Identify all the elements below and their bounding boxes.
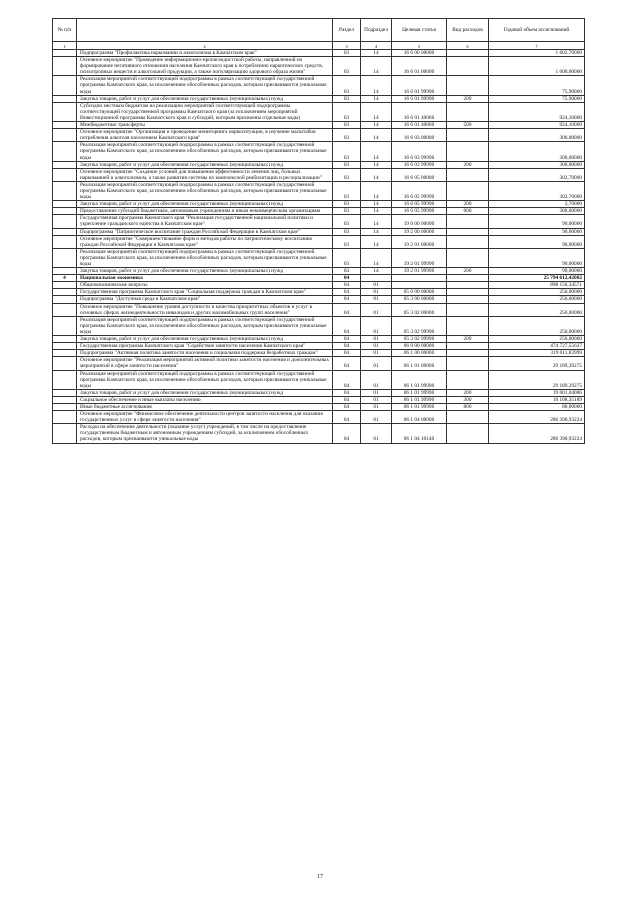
header-section: Раздел (333, 19, 361, 42)
amount-cell: 474 727,55627 (489, 343, 585, 350)
row-name-cell: Межбюджетные трансферты (77, 122, 333, 129)
table-row (53, 389, 585, 396)
amount-cell: 300,00000 (489, 208, 585, 215)
subsection-code-cell: 01 (361, 316, 392, 335)
subsection-code-cell: 01 (361, 303, 392, 316)
expense-type-cell: 300 (447, 396, 489, 403)
expense-type-cell: 200 (447, 161, 489, 168)
section-code-cell: 03 (333, 76, 361, 95)
target-article-cell: 19 2 01 99990 (392, 248, 447, 267)
section-code-cell: 04 (333, 350, 361, 357)
expense-type-cell (447, 282, 489, 289)
subsection-code-cell: 14 (361, 122, 392, 129)
table-row (53, 215, 585, 228)
table-body (53, 50, 585, 444)
row-number-cell (53, 296, 77, 303)
row-number-cell (53, 161, 77, 168)
table-row (53, 201, 585, 208)
row-name-cell: Реализация мероприятий соответствующей подпрограммы в рамках соответствующей государственной программы Камчатского края, за исключением обособленных расходов, которым присваиваются уникальные коды (77, 76, 333, 95)
target-article-cell: 06 1 04 00000 (392, 411, 447, 424)
budget-page (52, 18, 584, 444)
amount-cell: 90,00000 (489, 228, 585, 235)
table-row (53, 57, 585, 76)
target-article-cell: 06 1 01 99990 (392, 370, 447, 389)
target-article-cell: 06 1 01 99990 (392, 389, 447, 396)
amount-cell: 90,00000 (489, 268, 585, 275)
subsection-code-cell: 01 (361, 411, 392, 424)
row-number-cell (53, 403, 77, 410)
subsection-code-cell: 01 (361, 282, 392, 289)
table-row (53, 343, 585, 350)
target-article-cell: 16 6 05 99990 (392, 208, 447, 215)
subsection-code-cell: 14 (361, 76, 392, 95)
section-code-cell: 03 (333, 181, 361, 200)
target-article-cell: 16 6 01 99990 (392, 95, 447, 102)
section-code-cell: 04 (333, 316, 361, 335)
target-article-cell: 06 1 01 99990 (392, 403, 447, 410)
table-row (53, 275, 585, 282)
row-number-cell (53, 50, 77, 57)
section-code-cell: 03 (333, 215, 361, 228)
subsection-code-cell: 01 (361, 343, 392, 350)
expense-type-cell (447, 296, 489, 303)
target-article-cell: 16 6 01 40060 (392, 122, 447, 129)
expense-type-cell (447, 215, 489, 228)
row-number-cell (53, 282, 77, 289)
amount-cell: 302,70000 (489, 181, 585, 200)
row-name-cell: Реализация мероприятий соответствующей подпрограммы в рамках соответствующей государственной программы Камчатского края, за исключением обособленных расходов, которым присваиваются уникальные коды (77, 142, 333, 161)
expense-type-cell: 200 (447, 389, 489, 396)
section-code-cell: 03 (333, 248, 361, 267)
subsection-code-cell: 01 (361, 389, 392, 396)
table-row (53, 142, 585, 161)
header-subsection: Подраздел (361, 19, 392, 42)
subsection-code-cell: 14 (361, 142, 392, 161)
table-row (53, 370, 585, 389)
row-number-cell (53, 370, 77, 389)
row-name-cell: Реализация мероприятий соответствующей подпрограммы в рамках соответствующей государственной программы Камчатского края, за исключением обособленных расходов, которым присваиваются уникальные коды (77, 248, 333, 267)
row-name-cell: Субсидии местным бюджетам на реализацию мероприятий соответствующей подпрограммы соответствующей государственной программы Камчатского края (за исключением мероприятий Инвестиционной программы Камчатского края и субсидий, которым присвоены отдельные коды) (77, 102, 333, 121)
row-number-cell (53, 208, 77, 215)
subsection-code-cell: 14 (361, 181, 392, 200)
row-number-cell (53, 336, 77, 343)
amount-cell: 300,00000 (489, 129, 585, 142)
amount-cell: 1 000,00000 (489, 57, 585, 76)
row-name-cell: Подпрограмма "Доступная среда в Камчатском крае" (77, 296, 333, 303)
target-article-cell: 06 1 04 10140 (392, 424, 447, 443)
row-name-cell: Национальная экономика (77, 275, 333, 282)
row-number-cell (53, 142, 77, 161)
column-number: 5 (392, 42, 447, 50)
row-number-cell (53, 235, 77, 248)
row-name-cell: Иные бюджетные ассигнования (77, 403, 333, 410)
target-article-cell: 16 6 03 99990 (392, 142, 447, 161)
row-number-cell (53, 396, 77, 403)
expense-type-cell (447, 411, 489, 424)
target-article-cell: 16 6 00 00000 (392, 50, 447, 57)
subsection-code-cell: 14 (361, 228, 392, 235)
row-number-cell (53, 316, 77, 335)
table-row (53, 357, 585, 370)
section-code-cell: 04 (333, 336, 361, 343)
row-number-cell (53, 181, 77, 200)
row-name-cell: Основное мероприятие "Совершенствование форм и методов работы по патриотическому воспитанию граждан Российской Федерации в Камчатском крае" (77, 235, 333, 248)
row-number-cell (53, 215, 77, 228)
section-code-cell: 04 (333, 303, 361, 316)
table-row (53, 168, 585, 181)
row-number-cell (53, 389, 77, 396)
row-number-cell (53, 129, 77, 142)
row-number-cell (53, 268, 77, 275)
table-row (53, 129, 585, 142)
row-name-cell: Социальное обеспечение и иные выплаты населению (77, 396, 333, 403)
subsection-code-cell: 01 (361, 296, 392, 303)
expense-type-cell (447, 57, 489, 76)
section-code-cell: 03 (333, 268, 361, 275)
subsection-code-cell: 01 (361, 289, 392, 296)
target-article-cell: 06 0 00 00000 (392, 343, 447, 350)
table-row (53, 235, 585, 248)
subsection-code-cell (361, 275, 392, 282)
table-row (53, 122, 585, 129)
subsection-code-cell: 14 (361, 50, 392, 57)
row-number-cell (53, 76, 77, 95)
row-name-cell: Основное мероприятие "Реализация мероприятий активной политики занятости населения и дополнительных мероприятий в сфере занятости населения" (77, 357, 333, 370)
row-number-cell (53, 168, 77, 181)
row-number-cell (53, 424, 77, 443)
column-number: 4 (361, 42, 392, 50)
row-number-cell (53, 102, 77, 121)
section-code-cell: 03 (333, 129, 361, 142)
section-code-cell: 04 (333, 275, 361, 282)
row-name-cell: Закупка товаров, работ и услуг для обеспечения государственных (муниципальных) нужд (77, 161, 333, 168)
row-number-cell (53, 201, 77, 208)
section-code-cell: 04 (333, 370, 361, 389)
section-code-cell: 04 (333, 289, 361, 296)
row-number-cell (53, 57, 77, 76)
amount-cell: 29 189,39275 (489, 370, 585, 389)
expense-type-cell (447, 350, 489, 357)
expense-type-cell: 600 (447, 208, 489, 215)
row-name-cell: Общеэкономические вопросы (77, 282, 333, 289)
section-code-cell: 03 (333, 122, 361, 129)
target-article-cell: 06 1 00 00000 (392, 350, 447, 357)
row-name-cell: Предоставление субсидий бюджетным, автономным учреждениям и иным некоммерческим организациям (77, 208, 333, 215)
subsection-code-cell: 01 (361, 424, 392, 443)
row-name-cell: Государственная программа Камчатского края "Содействие занятости населения Камчатского края" (77, 343, 333, 350)
subsection-code-cell: 14 (361, 95, 392, 102)
amount-cell: 10 108,35189 (489, 396, 585, 403)
expense-type-cell (447, 303, 489, 316)
row-number-cell (53, 357, 77, 370)
subsection-code-cell: 01 (361, 396, 392, 403)
header-target-article: Целевая статья (392, 19, 447, 42)
row-name-cell: Закупка товаров, работ и услуг для обеспечения государственных (муниципальных) нужд (77, 268, 333, 275)
row-number-cell (53, 248, 77, 267)
table-row (53, 282, 585, 289)
expense-type-cell (447, 228, 489, 235)
expense-type-cell (447, 168, 489, 181)
subsection-code-cell: 14 (361, 268, 392, 275)
amount-cell: 1 602,70000 (489, 50, 585, 57)
section-code-cell: 03 (333, 102, 361, 121)
target-article-cell: 19 2 01 00000 (392, 235, 447, 248)
target-article-cell: 16 6 01 99990 (392, 76, 447, 95)
table-row (53, 411, 585, 424)
expense-type-cell (447, 275, 489, 282)
section-code-cell: 04 (333, 282, 361, 289)
row-name-cell: Основное мероприятие "Повышение уровня доступности и качества приоритетных объектов и услуг в основных сферах жизнедеятельности инвалидов и других маломобильных групп населения" (77, 303, 333, 316)
amount-cell: 924,10000 (489, 102, 585, 121)
amount-cell: 90,00000 (489, 235, 585, 248)
subsection-code-cell: 14 (361, 129, 392, 142)
table-row (53, 289, 585, 296)
subsection-code-cell: 01 (361, 370, 392, 389)
column-number: 7 (489, 42, 585, 50)
table-row (53, 95, 585, 102)
target-article-cell: 05 0 00 00000 (392, 289, 447, 296)
expense-type-cell: 200 (447, 95, 489, 102)
row-number-cell (53, 411, 77, 424)
table-header-row (53, 19, 585, 42)
amount-cell: 300,00000 (489, 142, 585, 161)
row-name-cell: Государственная программа Камчатского края "Реализация государственной национальной политики и укрепление гражданского единства в Камчатском крае" (77, 215, 333, 228)
row-name-cell: Реализация мероприятий соответствующей подпрограммы в рамках соответствующей государственной программы Камчатского края, за исключением обособленных расходов, которым присваиваются уникальные коды (77, 370, 333, 389)
row-name-cell: Основное мероприятие "Создание условий для повышения эффективности лечения лиц, больных наркоманией и алкоголизмом, а также развития системы их комплексной реабилитации и ресоциализации" (77, 168, 333, 181)
amount-cell: 75,90000 (489, 76, 585, 95)
expense-type-cell: 200 (447, 201, 489, 208)
amount-cell: 286 390,93224 (489, 411, 585, 424)
section-code-cell: 03 (333, 95, 361, 102)
column-number: 6 (447, 42, 489, 50)
section-code-cell: 03 (333, 161, 361, 168)
target-article-cell: 19 2 00 00000 (392, 228, 447, 235)
target-article-cell: 06 1 01 00000 (392, 357, 447, 370)
column-number: 2 (77, 42, 333, 50)
subsection-code-cell: 01 (361, 357, 392, 370)
subsection-code-cell: 14 (361, 208, 392, 215)
section-code-cell: 03 (333, 142, 361, 161)
expense-type-cell (447, 289, 489, 296)
target-article-cell: 16 6 03 00000 (392, 129, 447, 142)
table-row (53, 181, 585, 200)
expense-type-cell (447, 181, 489, 200)
expense-type-cell (447, 316, 489, 335)
subsection-code-cell: 14 (361, 215, 392, 228)
target-article-cell (392, 282, 447, 289)
target-article-cell: 19 2 01 99990 (392, 268, 447, 275)
amount-cell: 25 794 612,42002 (489, 275, 585, 282)
section-code-cell: 04 (333, 424, 361, 443)
expense-type-cell (447, 129, 489, 142)
amount-cell: 80,00000 (489, 403, 585, 410)
row-name-cell: Реализация мероприятий соответствующей подпрограммы в рамках соответствующей государственной программы Камчатского края, за исключением обособленных расходов, которым присваиваются уникальные коды (77, 316, 333, 335)
row-name-cell: Основное мероприятие "Финансовое обеспечение деятельности центров занятости населения для оказания государственных услуг в сфере занятости населения" (77, 411, 333, 424)
subsection-code-cell: 01 (361, 336, 392, 343)
table-row (53, 396, 585, 403)
amount-cell: 90,00000 (489, 248, 585, 267)
section-code-cell: 04 (333, 411, 361, 424)
page-number: 17 (317, 874, 323, 880)
subsection-code-cell: 14 (361, 235, 392, 248)
target-article-cell: 05 3 00 00000 (392, 296, 447, 303)
target-article-cell: 06 1 01 99990 (392, 396, 447, 403)
table-row (53, 303, 585, 316)
subsection-code-cell: 14 (361, 248, 392, 267)
header-expense-type: Вид расходов (447, 19, 489, 42)
budget-table (52, 18, 585, 444)
table-row (53, 296, 585, 303)
section-code-cell: 04 (333, 296, 361, 303)
subsection-code-cell: 14 (361, 168, 392, 181)
expense-type-cell (447, 357, 489, 370)
row-name-cell: Подпрограмма "Патриотическое воспитание граждан Российской Федерации в Камчатском крае" (77, 228, 333, 235)
section-code-cell: 03 (333, 168, 361, 181)
target-article-cell: 16 6 03 99990 (392, 161, 447, 168)
table-row (53, 336, 585, 343)
amount-cell: 29 189,39275 (489, 357, 585, 370)
amount-cell: 319 011,83999 (489, 350, 585, 357)
target-article-cell: 16 6 05 00000 (392, 168, 447, 181)
row-number-cell (53, 289, 77, 296)
expense-type-cell: 200 (447, 268, 489, 275)
section-code-cell: 03 (333, 208, 361, 215)
expense-type-cell (447, 235, 489, 248)
header-number: № п/п (53, 19, 77, 42)
row-name-cell: Реализация мероприятий соответствующей подпрограммы в рамках соответствующей государственной программы Камчатского края, за исключением обособленных расходов, которым присваиваются уникальные коды (77, 181, 333, 200)
section-code-cell: 04 (333, 343, 361, 350)
expense-type-cell (447, 76, 489, 95)
amount-cell: 90,00000 (489, 215, 585, 228)
row-name-cell: Основное мероприятие "Проведение информационно-пропагандистской работы, направленной на формирование негативного отношения населения Камчатского края к потреблению наркотических средств, психотропных веществ и алкогольной продукции, а также популяризацию здорового образа жизни" (77, 57, 333, 76)
expense-type-cell (447, 248, 489, 267)
section-code-cell: 04 (333, 389, 361, 396)
row-number-cell (53, 343, 77, 350)
target-article-cell: 19 0 00 00000 (392, 215, 447, 228)
expense-type-cell (447, 102, 489, 121)
row-name-cell: Расходы на обеспечение деятельности (оказание услуг) учреждений, в том числе на предоставление государственным бюджетным и автономным учреждениям субсидий, за исключением обособленных расходов, которым присваиваются уникальные коды (77, 424, 333, 443)
column-number: 1 (53, 42, 77, 50)
amount-cell: 924,10000 (489, 122, 585, 129)
target-article-cell: 16 6 05 99990 (392, 201, 447, 208)
column-number: 3 (333, 42, 361, 50)
amount-cell: 19 001,04086 (489, 389, 585, 396)
amount-cell: 302,70000 (489, 168, 585, 181)
table-row (53, 161, 585, 168)
table-row (53, 350, 585, 357)
row-name-cell: Основное мероприятие "Организация и проведение мониторинга наркоситуации, в изучение масштабов потребления алкоголя населением Камчатского края" (77, 129, 333, 142)
table-row (53, 208, 585, 215)
row-number-cell (53, 303, 77, 316)
section-code-cell: 03 (333, 235, 361, 248)
section-code-cell: 04 (333, 357, 361, 370)
target-article-cell: 16 6 01 40060 (392, 102, 447, 121)
subsection-code-cell: 01 (361, 350, 392, 357)
section-code-cell: 03 (333, 201, 361, 208)
target-article-cell: 16 6 01 00000 (392, 57, 447, 76)
row-name-cell: Закупка товаров, работ и услуг для обеспечения государственных (муниципальных) нужд (77, 201, 333, 208)
target-article-cell (392, 275, 447, 282)
row-number-cell (53, 122, 77, 129)
section-code-cell: 03 (333, 228, 361, 235)
table-row (53, 50, 585, 57)
expense-type-cell (447, 424, 489, 443)
amount-cell: 250,00000 (489, 336, 585, 343)
row-name-cell: Закупка товаров, работ и услуг для обеспечения государственных (муниципальных) нужд (77, 389, 333, 396)
amount-cell: 2,70000 (489, 201, 585, 208)
row-name-cell: Закупка товаров, работ и услуг для обеспечения государственных (муниципальных) нужд (77, 336, 333, 343)
expense-type-cell: 800 (447, 403, 489, 410)
amount-cell: 286 390,93224 (489, 424, 585, 443)
column-numbering-row (53, 42, 585, 50)
table-row (53, 76, 585, 95)
table-row (53, 424, 585, 443)
expense-type-cell (447, 50, 489, 57)
expense-type-cell (447, 142, 489, 161)
expense-type-cell: 500 (447, 122, 489, 129)
amount-cell: 250,00000 (489, 316, 585, 335)
subsection-code-cell: 14 (361, 102, 392, 121)
table-row (53, 316, 585, 335)
header-name (77, 19, 333, 42)
table-row (53, 102, 585, 121)
expense-type-cell: 200 (447, 336, 489, 343)
amount-cell: 898 156,34571 (489, 282, 585, 289)
expense-type-cell (447, 370, 489, 389)
section-code-cell: 03 (333, 50, 361, 57)
amount-cell: 250,00000 (489, 303, 585, 316)
expense-type-cell (447, 343, 489, 350)
amount-cell: 300,00000 (489, 161, 585, 168)
amount-cell: 250,00000 (489, 296, 585, 303)
header-annual-amount: Годовой объем ассигнований (489, 19, 585, 42)
row-number-cell (53, 228, 77, 235)
row-number-cell (53, 350, 77, 357)
row-name-cell: Государственная программа Камчатского края "Социальная поддержка граждан в Камчатском крае" (77, 289, 333, 296)
target-article-cell: 05 3 02 99990 (392, 316, 447, 335)
table-row (53, 268, 585, 275)
table-row (53, 228, 585, 235)
target-article-cell: 05 3 02 00000 (392, 303, 447, 316)
table-row (53, 403, 585, 410)
subsection-code-cell: 14 (361, 161, 392, 168)
section-code-cell: 04 (333, 403, 361, 410)
section-code-cell: 04 (333, 396, 361, 403)
target-article-cell: 05 3 02 99990 (392, 336, 447, 343)
row-number-cell: 4 (53, 275, 77, 282)
target-article-cell: 16 6 05 99990 (392, 181, 447, 200)
subsection-code-cell: 14 (361, 201, 392, 208)
subsection-code-cell: 14 (361, 57, 392, 76)
subsection-code-cell: 01 (361, 403, 392, 410)
row-name-cell: Закупка товаров, работ и услуг для обеспечения государственных (муниципальных) нужд (77, 95, 333, 102)
amount-cell: 250,00000 (489, 289, 585, 296)
amount-cell: 75,90000 (489, 95, 585, 102)
table-row (53, 248, 585, 267)
row-number-cell (53, 95, 77, 102)
row-name-cell: Подпрограмма "Профилактика наркомании и алкоголизма в Камчатском крае" (77, 50, 333, 57)
row-name-cell: Подпрограмма "Активная политика занятости населения и социальная поддержка безработных граждан" (77, 350, 333, 357)
section-code-cell: 03 (333, 57, 361, 76)
